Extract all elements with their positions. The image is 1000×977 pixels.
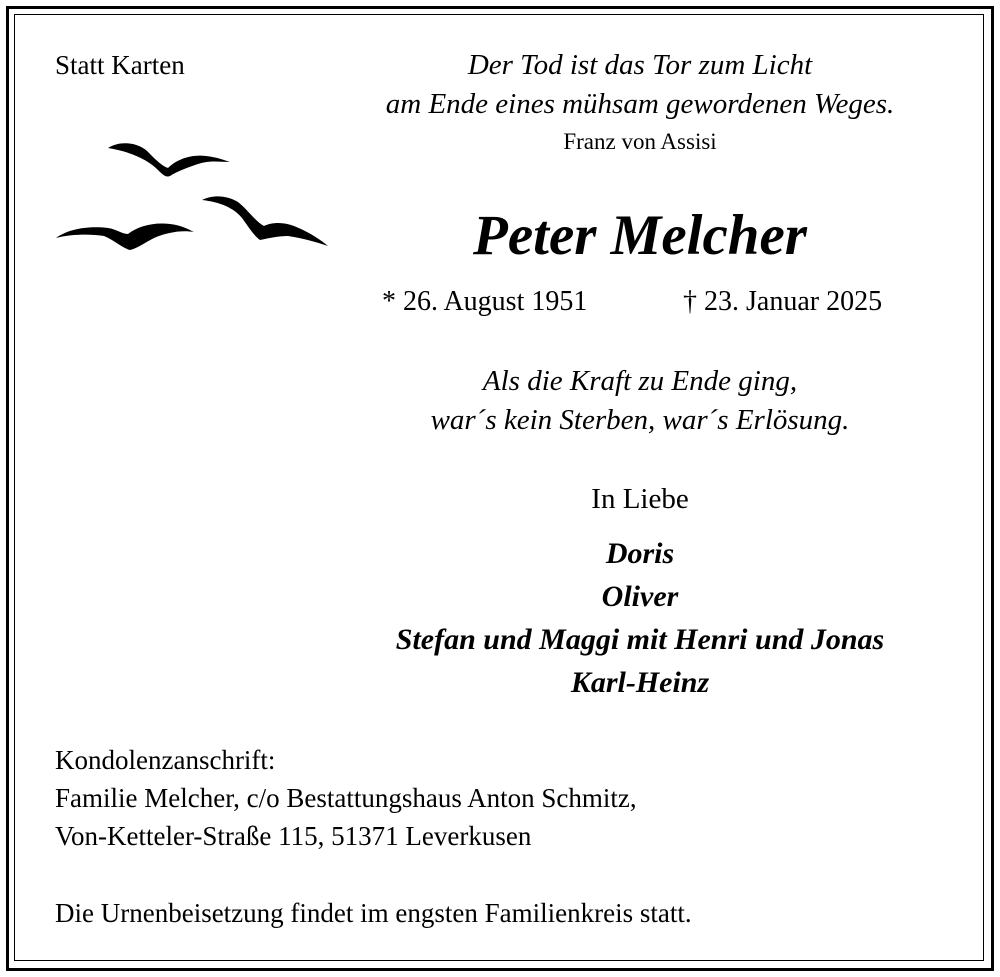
bird-icon — [202, 196, 328, 246]
flying-birds-icon — [50, 130, 340, 260]
condolence-address-line-1: Familie Melcher, c/o Bestattungshaus Anton Schmitz, — [55, 783, 637, 813]
verse-line-1: Als die Kraft zu Ende ging, — [482, 365, 798, 397]
mourner-name: Doris — [605, 537, 675, 570]
birth-date: * 26. August 1951 — [382, 286, 588, 317]
mourner-name: Karl-Heinz — [570, 666, 710, 699]
quote-line-1: Der Tod ist das Tor zum Licht — [467, 49, 813, 81]
mourner-name: Oliver — [601, 580, 679, 613]
condolence-label: Kondolenzanschrift: — [55, 745, 276, 775]
deceased-name: Peter Melcher — [473, 204, 807, 267]
burial-note: Die Urnenbeisetzung findet im engsten Familienkreis statt. — [55, 898, 692, 928]
quote-author: Franz von Assisi — [563, 129, 717, 154]
condolence-address-line-2: Von-Ketteler-Straße 115, 51371 Leverkusen — [55, 821, 532, 851]
bird-icon — [56, 223, 194, 250]
bird-icon — [108, 143, 230, 176]
statt-karten-label: Statt Karten — [55, 50, 185, 80]
in-liebe-label: In Liebe — [591, 483, 689, 515]
verse-line-2: war´s kein Sterben, war´s Erlösung. — [430, 404, 850, 436]
mourner-name: Stefan und Maggi mit Henri und Jonas — [395, 623, 885, 656]
quote-line-2: am Ende eines mühsam gewordenen Weges. — [385, 88, 895, 120]
death-date: † 23. Januar 2025 — [683, 286, 883, 317]
